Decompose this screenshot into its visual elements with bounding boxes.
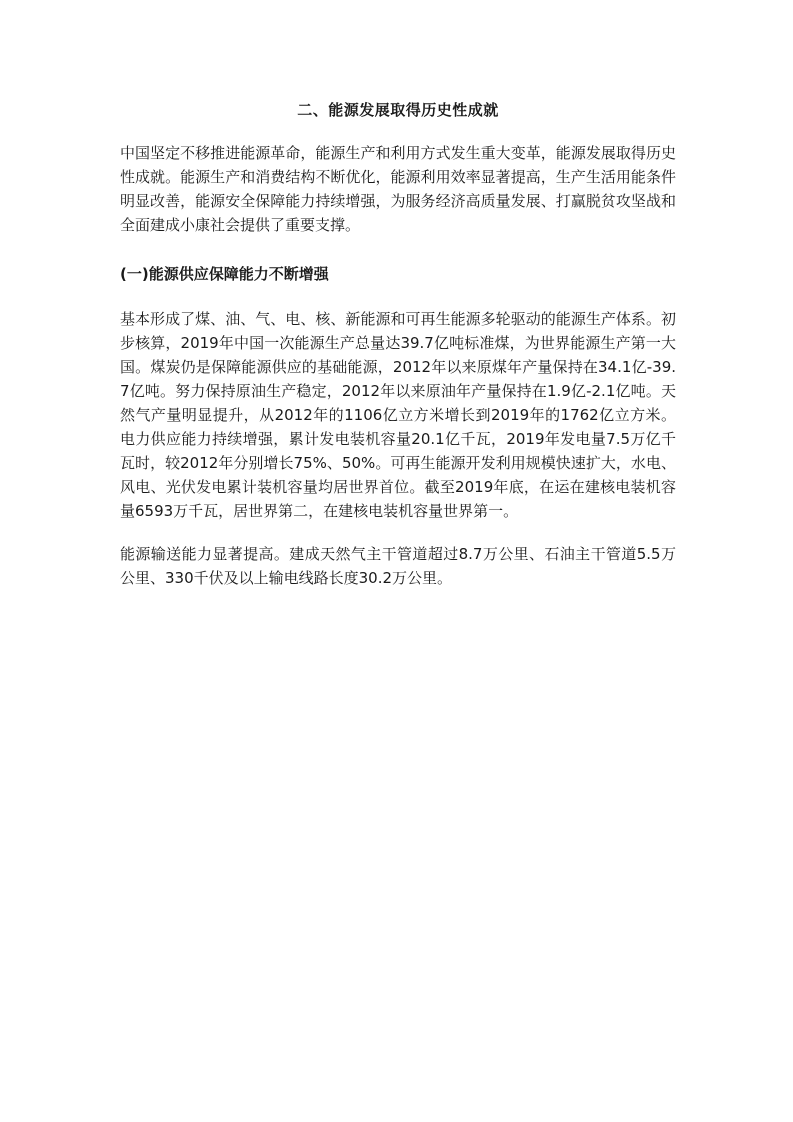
energy-supply-paragraph: 基本形成了煤、油、气、电、核、新能源和可再生能源多轮驱动的能源生产体系。初步核算，2019年中国一次能源生产总量达39.7亿吨标准煤，为世界能源生产第一大国。煤炭仍是保障能源供应的基础能源，2012年以来原煤年产量保持在34.1亿-39.7亿吨。努力保持原油生产稳定，2012年以来原油年产量保持在1.9亿-2.1亿吨。天然气产量明显提升，从2012年的1106亿立方米增长到2019年的1762亿立方米。电力供应能力持续增强，累计发电装机容量20.1亿千瓦，2019年发电量7.5万亿千瓦时，较2012年分别增长75%、50%。可再生能源开发利用规模快速扩大，水电、风电、光伏发电累计装机容量均居世界首位。截至2019年底，在运在建核电装机容量6593万千瓦，居世界第二，在建核电装机容量世界第一。 <box>120 310 676 520</box>
subsection-title: (一)能源供应保障能力不断增强 <box>120 265 329 283</box>
energy-transport-paragraph: 能源输送能力显著提高。建成天然气主干管道超过8.7万公里、石油主干管道5.5万公里、330千伏及以上输电线路长度30.2万公里。 <box>120 545 676 587</box>
intro-paragraph: 中国坚定不移推进能源革命，能源生产和利用方式发生重大变革，能源发展取得历史性成就。能源生产和消费结构不断优化，能源利用效率显著提高，生产生活用能条件明显改善，能源安全保障能力持续增强，为服务经济高质量发展、打赢脱贫攻坚战和全面建成小康社会提供了重要支撑。 <box>120 144 676 234</box>
section-title: 二、能源发展取得历史性成就 <box>297 101 499 119</box>
document-body <box>120 96 676 590</box>
